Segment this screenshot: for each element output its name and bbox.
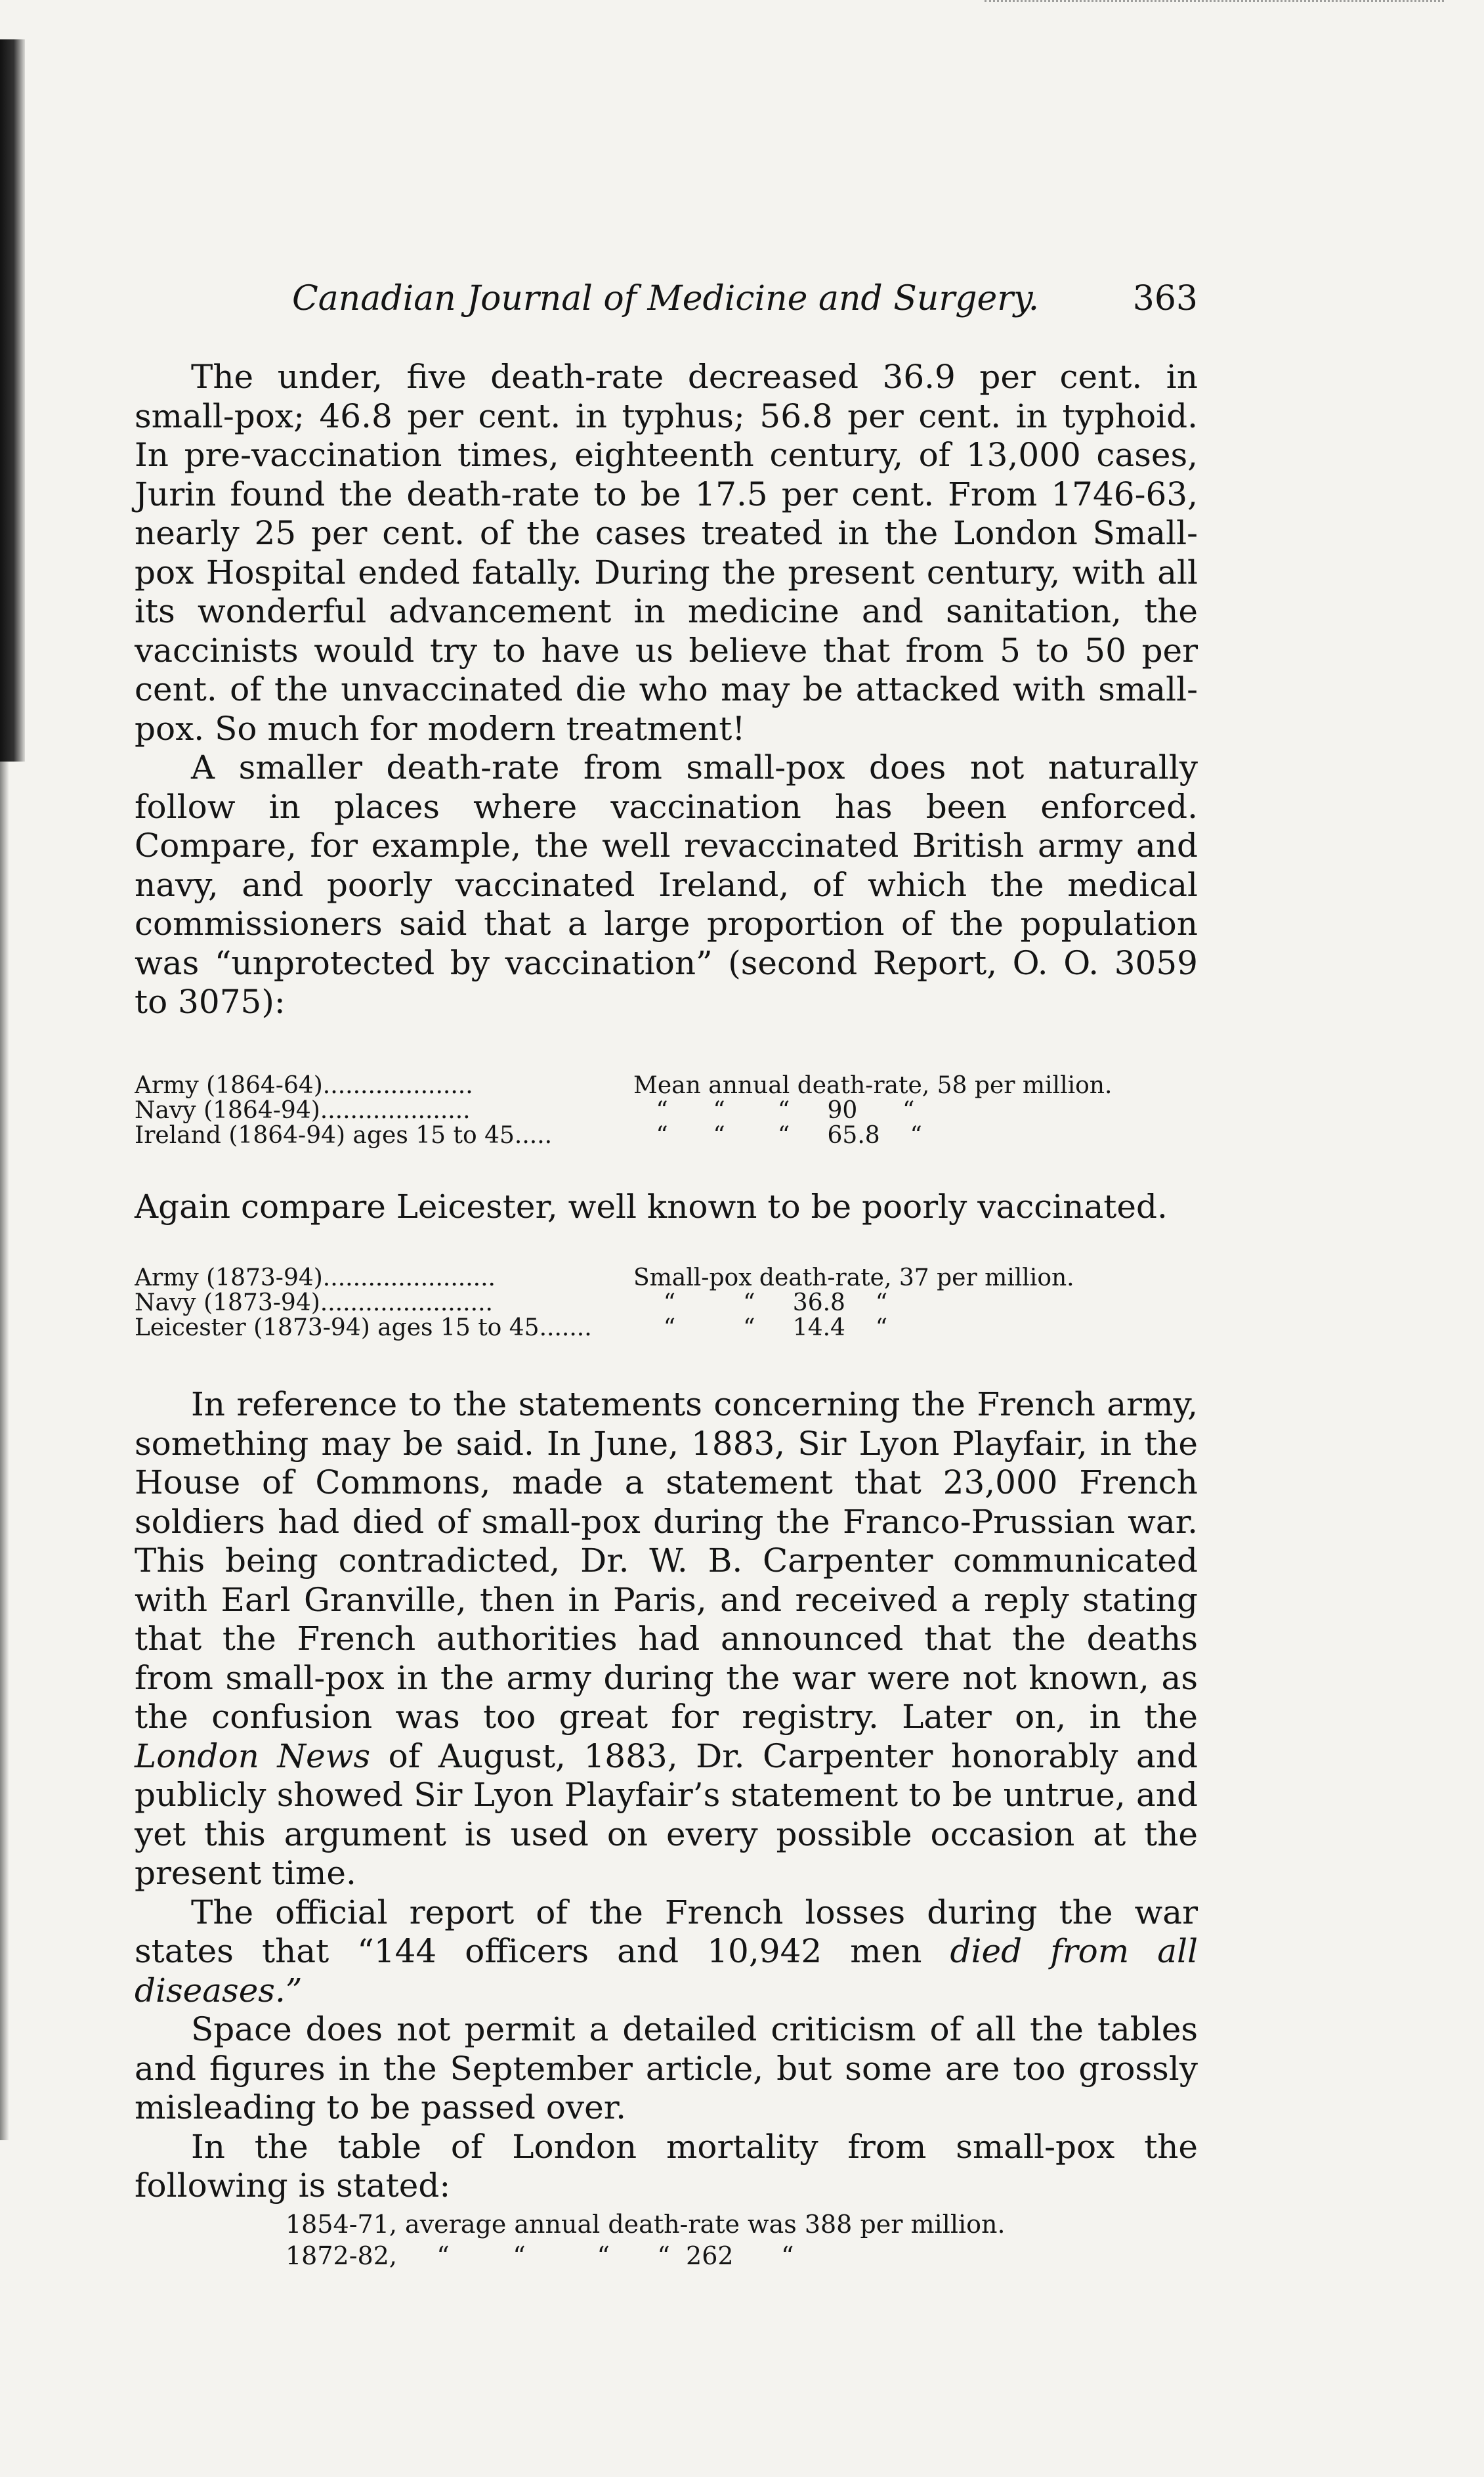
death-rate-table-2	[135, 1266, 1198, 1341]
death-rate-table-1	[135, 1073, 1198, 1148]
paragraph-4-end: of August, 1883, Dr. Carpenter honorably and publicly showed Sir Lyon Playfair’s statement to be untrue, and yet this argument is used on every possible occasion at the present time.	[135, 1736, 1198, 1892]
binding-shadow	[0, 39, 25, 762]
row-label: Army (1864-64)....................	[135, 1073, 473, 1098]
page-number: 363	[1132, 279, 1198, 318]
table-row	[135, 1098, 1198, 1123]
paragraph-7: In the table of London mortality from small-pox the following is stated:	[135, 2127, 1198, 2205]
paragraph-3: Again compare Leicester, well known to be poorly vaccinated.	[135, 1187, 1168, 1226]
row-value: “ “ 14.4 “	[633, 1314, 888, 1341]
table-row	[135, 1316, 1198, 1341]
london-mortality-table	[286, 2208, 1139, 2272]
row-label: Navy (1873-94).......................	[135, 1291, 493, 1316]
row-value: “ “ “ 90 “	[633, 1096, 915, 1124]
table-row	[135, 1123, 1198, 1148]
paragraph-5	[135, 1893, 1198, 2011]
paragraph-5-emphasis: died from all diseases.”	[135, 1932, 1198, 2010]
paragraph-4-text: In reference to the statements concerning the French army, something may be said. In June, 1883, Sir Lyon Playfair, in the House of Commons, made a statement that 23,000 French soldiers had died of small-pox during the Franco-Prussian war. This being contradicted, Dr. W. B. Carpenter communicated with Earl Granville, then in Paris, and received a reply stating that the French authorities had announced that the deaths from small-pox in the army during the war were not known, as the confusion was too great for registry. Later on, in the	[135, 1385, 1198, 1736]
binding-shadow-lower	[0, 762, 9, 2140]
journal-title: Canadian Journal of Medicine and Surgery.	[292, 279, 1040, 318]
row-label: Ireland (1864-94) ages 15 to 45.....	[135, 1123, 553, 1148]
running-head	[292, 279, 1198, 325]
table-row	[286, 2208, 1139, 2240]
row-label: Army (1873-94).......................	[135, 1266, 496, 1291]
row-value: 1872-82, “ “ “ “ 262 “	[286, 2241, 794, 2270]
row-value: “ “ 36.8 “	[633, 1289, 888, 1316]
table-row	[135, 1073, 1198, 1098]
paragraph-5-text: The official report of the French losses during the war states that “144 officers and 10,942 men	[135, 1893, 1198, 1970]
paragraph-1: The under, five death-rate decreased 36.9 per cent. in small-pox; 46.8 per cent. in typhus; 56.8 per cent. in typhoid. In pre-vaccination times, eighteenth century, of 13,000 cases, Jurin found the death-rate to be 17.5 per cent. From 1746-63, nearly 25 per cent. of the cases treated in the London Small-pox Hospital ended fatally. During the present century, with all its wonderful advancement in medicine and sanitation, the vaccinists would try to have us believe that from 5 to 50 per cent. of the unvaccinated die who may be attacked with small-pox. So much for modern treatment!	[135, 358, 1198, 748]
row-label: Leicester (1873-94) ages 15 to 45.......	[135, 1316, 592, 1341]
row-value: Mean annual death-rate, 58 per million.	[633, 1071, 1113, 1099]
table-row	[135, 1266, 1198, 1291]
newspaper-title: London News	[135, 1736, 371, 1775]
paragraph-2: A smaller death-rate from small-pox does not naturally follow in places where vaccination has been enforced. Compare, for example, the well revaccinated British army and navy, and poorly vaccinated Ireland, of which the medical commissioners said that a large proportion of the population was “unprotected by vaccination” (second Report, O. O. 3059 to 3075):	[135, 748, 1198, 1021]
row-value: Small-pox death-rate, 37 per million.	[633, 1264, 1074, 1291]
table-row	[286, 2240, 1139, 2272]
table-row	[135, 1291, 1198, 1316]
paragraph-6: Space does not permit a detailed criticism of all the tables and figures in the September article, but some are too grossly misleading to be passed over.	[135, 2010, 1198, 2126]
row-label: Navy (1864-94)....................	[135, 1098, 471, 1123]
paragraph-4	[135, 1385, 1198, 1893]
row-value: 1854-71, average annual death-rate was 388 per million.	[286, 2209, 1006, 2239]
scan-marks	[985, 0, 1444, 12]
body-text	[135, 358, 1198, 2272]
row-value: “ “ “ 65.8 “	[633, 1121, 922, 1149]
